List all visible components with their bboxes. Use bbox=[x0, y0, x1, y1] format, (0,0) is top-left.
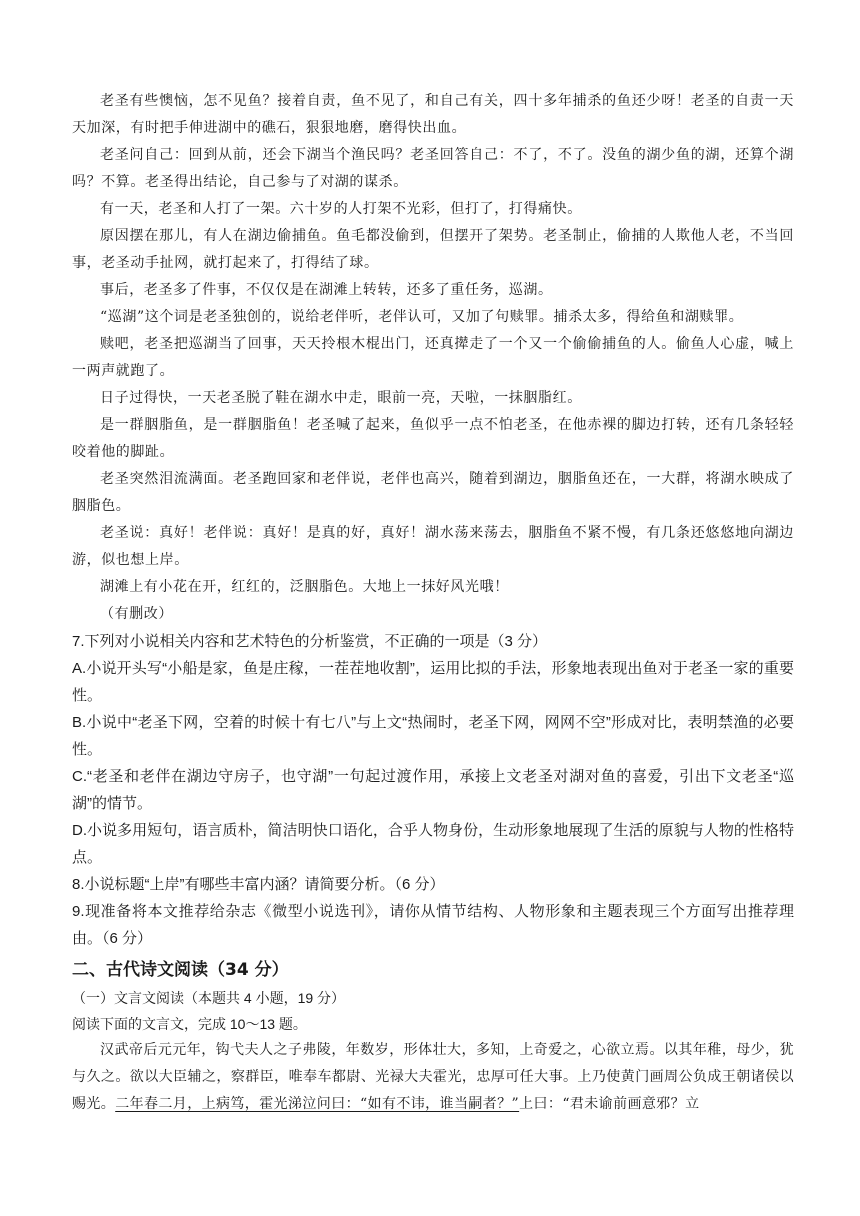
story-paragraph: 湖滩上有小花在开，红红的，泛胭脂色。大地上一抹好风光哦！ bbox=[100, 579, 509, 595]
story-excerpt bbox=[72, 88, 794, 628]
story-paragraph: 老圣问自己：回到从前，还会下湖当个渔民吗？老圣回答自己：不了，不了。没鱼的湖少鱼的湖，还算个湖吗？不算。老圣得出结论，自己参与了对湖的谋杀。 bbox=[72, 147, 794, 190]
question-7-option-a: A.小说开头写“小船是家，鱼是庄稼，一茬茬地收割”，运用比拟的手法，形象地表现出鱼对于老圣一家的重要性。 bbox=[72, 660, 794, 704]
story-paragraph: 有一天，老圣和人打了一架。六十岁的人打架不光彩，但打了，打得痛快。 bbox=[100, 201, 582, 217]
question-7-stem: 7.下列对小说相关内容和艺术特色的分析鉴赏，不正确的一项是（3 分） bbox=[72, 633, 548, 650]
question-block bbox=[72, 628, 794, 952]
classical-passage bbox=[72, 1037, 794, 1118]
story-paragraph: 赎吧，老圣把巡湖当了回事，天天拎根木棍出门，还真撵走了一个又一个偷偷捕鱼的人。偷鱼人心虚，喊上一两声就跑了。 bbox=[72, 336, 794, 379]
subsection-title: （一）文言文阅读（本题共 4 小题，19 分） bbox=[72, 990, 346, 1006]
question-9: 9.现准备将本文推荐给杂志《微型小说选刊》，请你从情节结构、人物形象和主题表现三个方面写出推荐理由。（6 分） bbox=[72, 903, 794, 947]
story-paragraph: “巡湖”这个词是老圣独创的，说给老伴听，老伴认可，又加了句赎罪。捕杀太多，得给鱼和湖赎罪。 bbox=[100, 309, 744, 325]
passage-text-tail: 上曰：“君未谕前画意邪？立 bbox=[519, 1096, 700, 1112]
section-heading: 二、古代诗文阅读（34 分） bbox=[72, 960, 289, 980]
question-7-option-c: C.“老圣和老伴在湖边守房子，也守湖”一句起过渡作用，承接上文老圣对湖对鱼的喜爱，引出下文老圣“巡湖”的情节。 bbox=[72, 768, 794, 812]
story-paragraph: 事后，老圣多了件事，不仅仅是在湖滩上转转，还多了重任务，巡湖。 bbox=[100, 282, 553, 298]
question-7-option-d: D.小说多用短句，语言质朴，简洁明快口语化，合乎人物身份，生动形象地展现了生活的原貌与人物的性格特点。 bbox=[72, 822, 794, 866]
reading-instruction: 阅读下面的文言文，完成 10～13 题。 bbox=[72, 1016, 307, 1032]
story-paragraph: 老圣说：真好！老伴说：真好！是真的好，真好！湖水荡来荡去，胭脂鱼不紧不慢，有几条还悠悠地向湖边游，似也想上岸。 bbox=[72, 525, 794, 568]
exam-page bbox=[72, 88, 794, 1118]
story-paragraph: 日子过得快，一天老圣脱了鞋在湖水中走，眼前一亮，天啦，一抹胭脂红。 bbox=[100, 390, 582, 406]
classical-paragraph bbox=[72, 1037, 794, 1118]
story-paragraph: 老圣有些懊恼，怎不见鱼？接着自责，鱼不见了，和自己有关，四十多年捕杀的鱼还少呀！老圣的自责一天天加深，有时把手伸进湖中的礁石，狠狠地磨，磨得快出血。 bbox=[72, 93, 794, 136]
story-paragraph: 是一群胭脂鱼，是一群胭脂鱼！老圣喊了起来，鱼似乎一点不怕老圣，在他赤裸的脚边打转，还有几条轻轻咬着他的脚趾。 bbox=[72, 417, 794, 460]
underlined-sentence: 二年春二月，上病笃，霍光涕泣问曰：“如有不讳，谁当嗣者？” bbox=[115, 1096, 520, 1112]
question-7-option-b: B.小说中“老圣下网，空着的时候十有七八”与上文“热闹时，老圣下网，网网不空”形成对比，表明禁渔的必要性。 bbox=[72, 714, 794, 758]
story-paragraph: 老圣突然泪流满面。老圣跑回家和老伴说，老伴也高兴，随着到湖边，胭脂鱼还在，一大群，将湖水映成了胭脂色。 bbox=[72, 471, 794, 514]
subsection bbox=[72, 985, 794, 1037]
passage-text: 汉武帝后元元年，钩弋夫人之子弗陵，年数岁，形体壮大，多知，上奇爱之，心欲立焉。以其年稚，母少，犹与久之。欲以大臣辅之，察群臣，唯奉车都尉、光禄大夫霍光，忠厚可任大事。上乃使黄门画周公负成王朝诸侯以赐光。 bbox=[72, 1042, 794, 1112]
question-8: 8.小说标题“上岸”有哪些丰富内涵？请简要分析。（6 分） bbox=[72, 876, 445, 893]
story-paragraph: 原因摆在那儿，有人在湖边偷捕鱼。鱼毛都没偷到，但摆开了架势。老圣制止，偷捕的人欺他人老，不当回事，老圣动手扯网，就打起来了，打得结了球。 bbox=[72, 228, 794, 271]
source-note: （有删改） bbox=[100, 606, 173, 622]
